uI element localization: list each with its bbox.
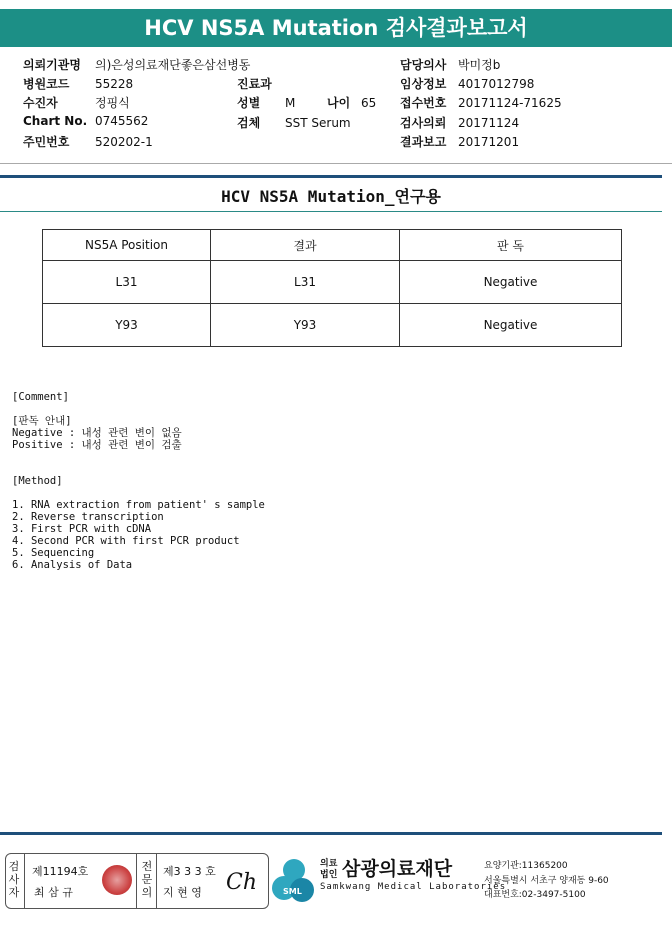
method-line: 1. RNA extraction from patient' s sample (12, 499, 265, 511)
receipt-no-row (400, 94, 562, 111)
physician-license: 제3 3 3 호 (163, 865, 216, 878)
clinical-info-value: 4017012798 (458, 77, 535, 91)
org-prefix-2: 법인 (320, 870, 338, 880)
subtitle-underline (0, 211, 662, 212)
method-line: 6. Analysis of Data (12, 559, 133, 571)
signature-box (5, 853, 269, 909)
organization-code: 요양기관:11365200 (484, 861, 568, 871)
guide-heading: [판독 안내] (12, 415, 72, 427)
request-date-value: 20171124 (458, 116, 520, 130)
age-label: 나이 (327, 96, 351, 110)
report-date-label: 결과보고 (400, 135, 447, 149)
report-subtitle: HCV NS5A Mutation_연구용 (221, 187, 441, 206)
institution-label: 의뢰기관명 (23, 58, 81, 72)
method-line: 2. Reverse transcription (12, 511, 164, 523)
header-divider (0, 163, 672, 164)
sex-row (237, 94, 376, 111)
report-date-row (400, 133, 519, 150)
report-title: HCV NS5A Mutation 검사결과보고서 (0, 9, 672, 47)
section-top-rule (0, 175, 662, 178)
examinee-value: 정핑식 (95, 96, 130, 110)
cell-interpretation: Negative (400, 261, 622, 304)
resident-no-row (23, 133, 153, 150)
examinee-label: 수진자 (23, 96, 58, 110)
box-divider (136, 854, 137, 908)
hospital-code-row (23, 75, 133, 92)
cell-position: Y93 (43, 304, 211, 347)
cell-position: L31 (43, 261, 211, 304)
sex-value: M (285, 96, 296, 110)
examiner-label: 검사자 (8, 860, 20, 899)
cell-interpretation: Negative (400, 304, 622, 347)
box-divider (24, 854, 25, 908)
organization-phone: 대표번호:02-3497-5100 (484, 890, 586, 900)
cell-result: Y93 (211, 304, 400, 347)
resident-no-label: 주민번호 (23, 135, 70, 149)
organization-english: Samkwang Medical Laboratories (320, 882, 507, 892)
chart-no-value: 0745562 (95, 114, 149, 128)
cell-result: L31 (211, 261, 400, 304)
guide-line: Positive : 내성 관련 변이 검출 (12, 439, 182, 451)
column-header-interpretation: 판 독 (400, 230, 622, 261)
physician-name: 지 현 영 (163, 886, 202, 899)
chart-no-label: Chart No. (23, 114, 88, 128)
method-heading: [Method] (12, 475, 63, 487)
physician-label: 전문의 (141, 860, 153, 899)
specimen-value: SST Serum (285, 116, 351, 130)
receipt-no-value: 20171124-71625 (458, 96, 562, 110)
results-table (42, 229, 622, 347)
request-date-label: 검사의뢰 (400, 116, 447, 130)
column-header-position: NS5A Position (43, 230, 211, 261)
hospital-code-value: 55228 (95, 77, 134, 91)
examinee-row (23, 94, 130, 111)
report-date-value: 20171201 (458, 135, 520, 149)
department-label: 진료과 (237, 77, 272, 91)
sml-logo-icon (270, 854, 318, 906)
results-header-row (43, 230, 622, 261)
specimen-label: 검체 (237, 116, 261, 130)
table-row (43, 261, 622, 304)
receipt-no-label: 접수번호 (400, 96, 447, 110)
sex-label: 성별 (237, 96, 261, 110)
department-row (237, 75, 272, 92)
physician-signature: Ch (226, 870, 258, 895)
method-line: 5. Sequencing (12, 547, 95, 559)
organization-name: 삼광의료재단 (342, 858, 453, 880)
comment-heading: [Comment] (12, 391, 69, 403)
doctor-value: 박미정b (458, 58, 501, 72)
doctor-label: 담당의사 (400, 58, 447, 72)
organization-address: 서울특별시 서초구 양재동 9-60 (484, 876, 609, 886)
hospital-code-label: 병원코드 (23, 77, 70, 91)
org-prefix-1: 의료 (320, 859, 338, 869)
method-line: 4. Second PCR with first PCR product (12, 535, 240, 547)
examiner-name: 최 삼 규 (34, 886, 73, 899)
clinical-info-label: 임상정보 (400, 77, 447, 91)
examiner-license: 제11194호 (32, 865, 89, 878)
doctor-row (400, 56, 500, 73)
institution-value: 의)은성의료재단좋은삼선병동 (95, 58, 251, 72)
logo-text: SML (283, 887, 302, 896)
chart-no-row (23, 114, 148, 128)
column-header-result: 결과 (211, 230, 400, 261)
table-row (43, 304, 622, 347)
age-value: 65 (361, 96, 377, 110)
specimen-row (237, 114, 351, 131)
examiner-seal (102, 865, 132, 895)
guide-line: Negative : 내성 관련 변이 없음 (12, 427, 182, 439)
footer-rule (0, 832, 662, 835)
request-date-row (400, 114, 519, 131)
box-divider (156, 854, 157, 908)
resident-no-value: 520202-1 (95, 135, 153, 149)
method-line: 3. First PCR with cDNA (12, 523, 152, 535)
clinical-info-row (400, 75, 534, 92)
institution-row (23, 56, 250, 73)
